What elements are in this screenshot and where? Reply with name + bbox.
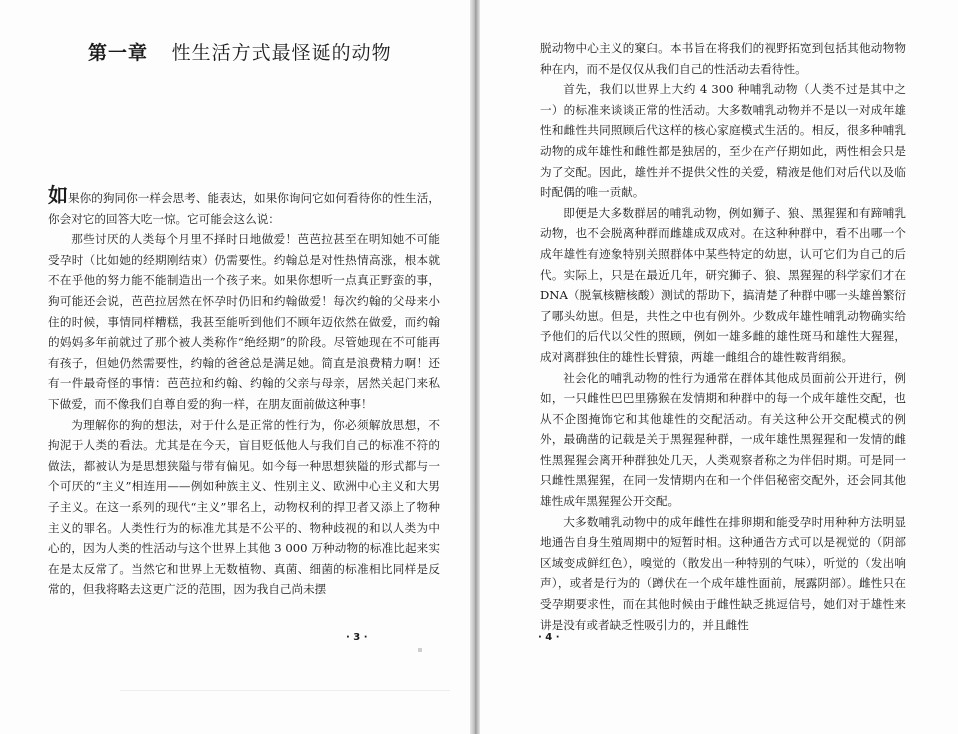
- paragraph-text: 果你的狗同你一样会思考、能表达，如果你询问它如何看待你的性生活，你会对它的回答大吃一惊。它可能会这么说：: [48, 191, 440, 226]
- chapter-number: 第一章: [88, 42, 149, 64]
- paragraph: 社会化的哺乳动物的性行为通常在群体其他成员面前公开进行，例如，一只雌性巴巴里猕猴在发情期和种群中的每一个成年雄性交配，也从不企图掩饰它和其他雄性的交配活动。有关这种公开交配模式的例外，最确凿的记载是关于黑猩猩种群，一成年雄性黑猩猩和一发情的雌性黑猩猩会离开种群独处几天，人类观察者称之为伴侣时期。可是同一只雌性黑猩猩，在同一发情期内在和一个伴侣秘密交配外，还会同其他雄性成年黑猩猩公开交配。: [540, 370, 906, 509]
- left-page: [0, 0, 470, 734]
- page-number: · 4 ·: [538, 632, 560, 643]
- paragraph: 大多数哺乳动物中的成年雌性在排卵期和能受孕时用种种方法明显地通告自身生殖周期中的短暂时相。这种通告方式可以是视觉的（阴部区域变成鲜红色），嗅觉的（散发出一种特别的气味），听觉的（发出响声），或者是行为的（蹲伏在一个成年雄性面前，展露阴部）。雌性只在受孕期要求性，而在其他时候由于雌性缺乏挑逗信号，她们对于雄性来讲是没有或者缺乏性吸引力的，并且雌性: [540, 514, 906, 632]
- scan-speck: [418, 648, 422, 652]
- chapter-heading: [88, 38, 440, 65]
- dropcap: 如: [48, 183, 69, 207]
- paragraph: 首先，我们以世界上大约 4 300 种哺乳动物（人类不过是其中之一）的标准来谈谈正常的性活动。大多数哺乳动物并不是以一对成年雄性和雌性共同照顾后代这样的核心家庭模式生活的。相反，很多种哺乳动物的成年雄性和雌性都是独居的，至少在产仔期如此，两性相会只是为了交配。因此，雄性并不提供父性的关爱，精液是他们对后代以及临时配偶的唯一贡献。: [540, 82, 906, 200]
- paragraph: 即便是大多数群居的哺乳动物，例如狮子、狼、黑猩猩和有蹄哺乳动物，也不会脱离种群而雌雄成双成对。在这种种群中，看不出哪一个成年雄性有迹象特别关照群体中某些特定的幼崽，认可它们为自己的后代。实际上，只是在最近几年，研究狮子、狼、黑猩猩的科学家们才在DNA（脱氧核糖核酸）测试的帮助下，搞清楚了种群中哪一头雄兽繁衍了哪头幼崽。但是，共性之中也有例外。少数成年雄性哺乳动物确实给予他们的后代以父性的照顾，例如一雄多雌的雄性斑马和雄性大猩猩，成对离群独住的雄性长臂猿，两雄一雌组合的雄性鞍背绢猴。: [540, 205, 906, 364]
- chapter-title: 性生活方式最怪诞的动物: [171, 42, 392, 64]
- paragraph: [48, 185, 440, 229]
- scan-artifact: [120, 690, 450, 691]
- page-number: · 3 ·: [346, 632, 368, 643]
- book-gutter: [470, 0, 480, 734]
- paragraph: 为理解你的狗的想法，对于什么是正常的性行为，你必须解放思想，不拘泥于人类的看法。尤其是在今天，盲目贬低他人与我们自己的标准不符的做法，都被认为是思想狭隘与带有偏见。如今每一种思想狭隘的形式都与一个可厌的“主义”相连用——例如种族主义、性别主义、欧洲中心主义和大男子主义。在这一系列的现代“主义”罪名上，动物权利的捍卫者又添上了物种主义的罪名。人类性行为的标准尤其是不公平的、物种歧视的和以人类为中心的，因为人类的性活动与这个世界上其他 3 000 万种动物的标准比起来实在是太反常了。当然它和世界上无数植物、真菌、细菌的标准相比同样是反常的，但我将略去这更广泛的范围，因为我自己尚未摆: [48, 417, 440, 597]
- paragraph: 脱动物中心主义的窠臼。本书旨在将我们的视野拓宽到包括其他动物物种在内，而不是仅仅从我们自己的性活动去看待性。: [540, 41, 906, 76]
- right-page: [480, 0, 958, 734]
- paragraph: 那些讨厌的人类每个月里不择时日地做爱！芭芭拉甚至在明知她不可能受孕时（比如她的经期刚结束）仍需要性。约翰总是对性热情高涨，根本就不在乎他的努力能不能制造出一个孩子来。如果你想听一点真正野蛮的事，狗可能还会说，芭芭拉居然在怀孕时仍旧和约翰做爱！每次约翰的父母来小住的时候，事情同样糟糕，我甚至能听到他们不顾年迈依然在做爱，而约翰的妈妈多年前就过了那个被人类称作“绝经期”的阶段。尽管她现在不可能再有孩子，但她仍然需要性，约翰的爸爸总是满足她。简直是浪费精力啊！还有一件最奇怪的事情：芭芭拉和约翰、约翰的父亲与母亲，居然关起门来私下做爱，而不像我们自尊自爱的狗一样，在朋友面前做这种事！: [48, 232, 440, 411]
